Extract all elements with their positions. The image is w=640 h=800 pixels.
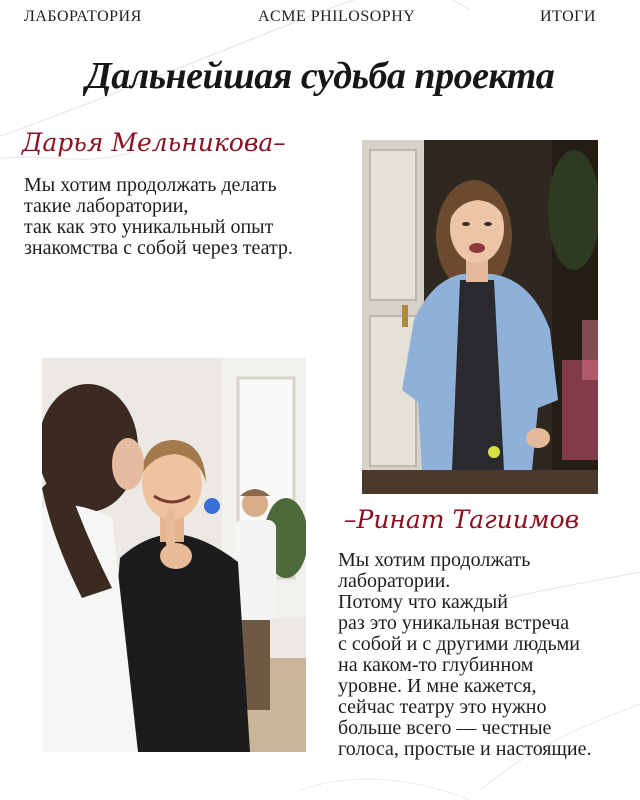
photo-person2	[42, 358, 306, 752]
signature-person2: –Ринат Тагиимов	[344, 505, 580, 534]
nav-laboratory[interactable]: ЛАБОРАТОРИЯ	[24, 8, 142, 25]
top-navigation	[0, 8, 640, 32]
quote-person1: Мы хотим продолжать делать такие лаборатории, так как это уникальный опыт знакомства с собой через театр.	[24, 174, 293, 259]
quote-person2: Мы хотим продолжать лаборатории. Потому что каждый раз это уникальная встреча с собой и с другими людьми на каком-то глубинном уровне. И мне кажется, сейчас театру это нужно больше всего — честные голоса, простые и настоящие.	[338, 549, 592, 760]
signature-person1: Дарья Мельникова–	[22, 128, 286, 157]
page-title: Дальнейшая судьба проекта	[85, 55, 555, 97]
photo-person1	[362, 140, 598, 494]
nav-results[interactable]: ИТОГИ	[540, 8, 596, 25]
nav-brand[interactable]: ACME PHILOSOPHY	[258, 8, 416, 25]
